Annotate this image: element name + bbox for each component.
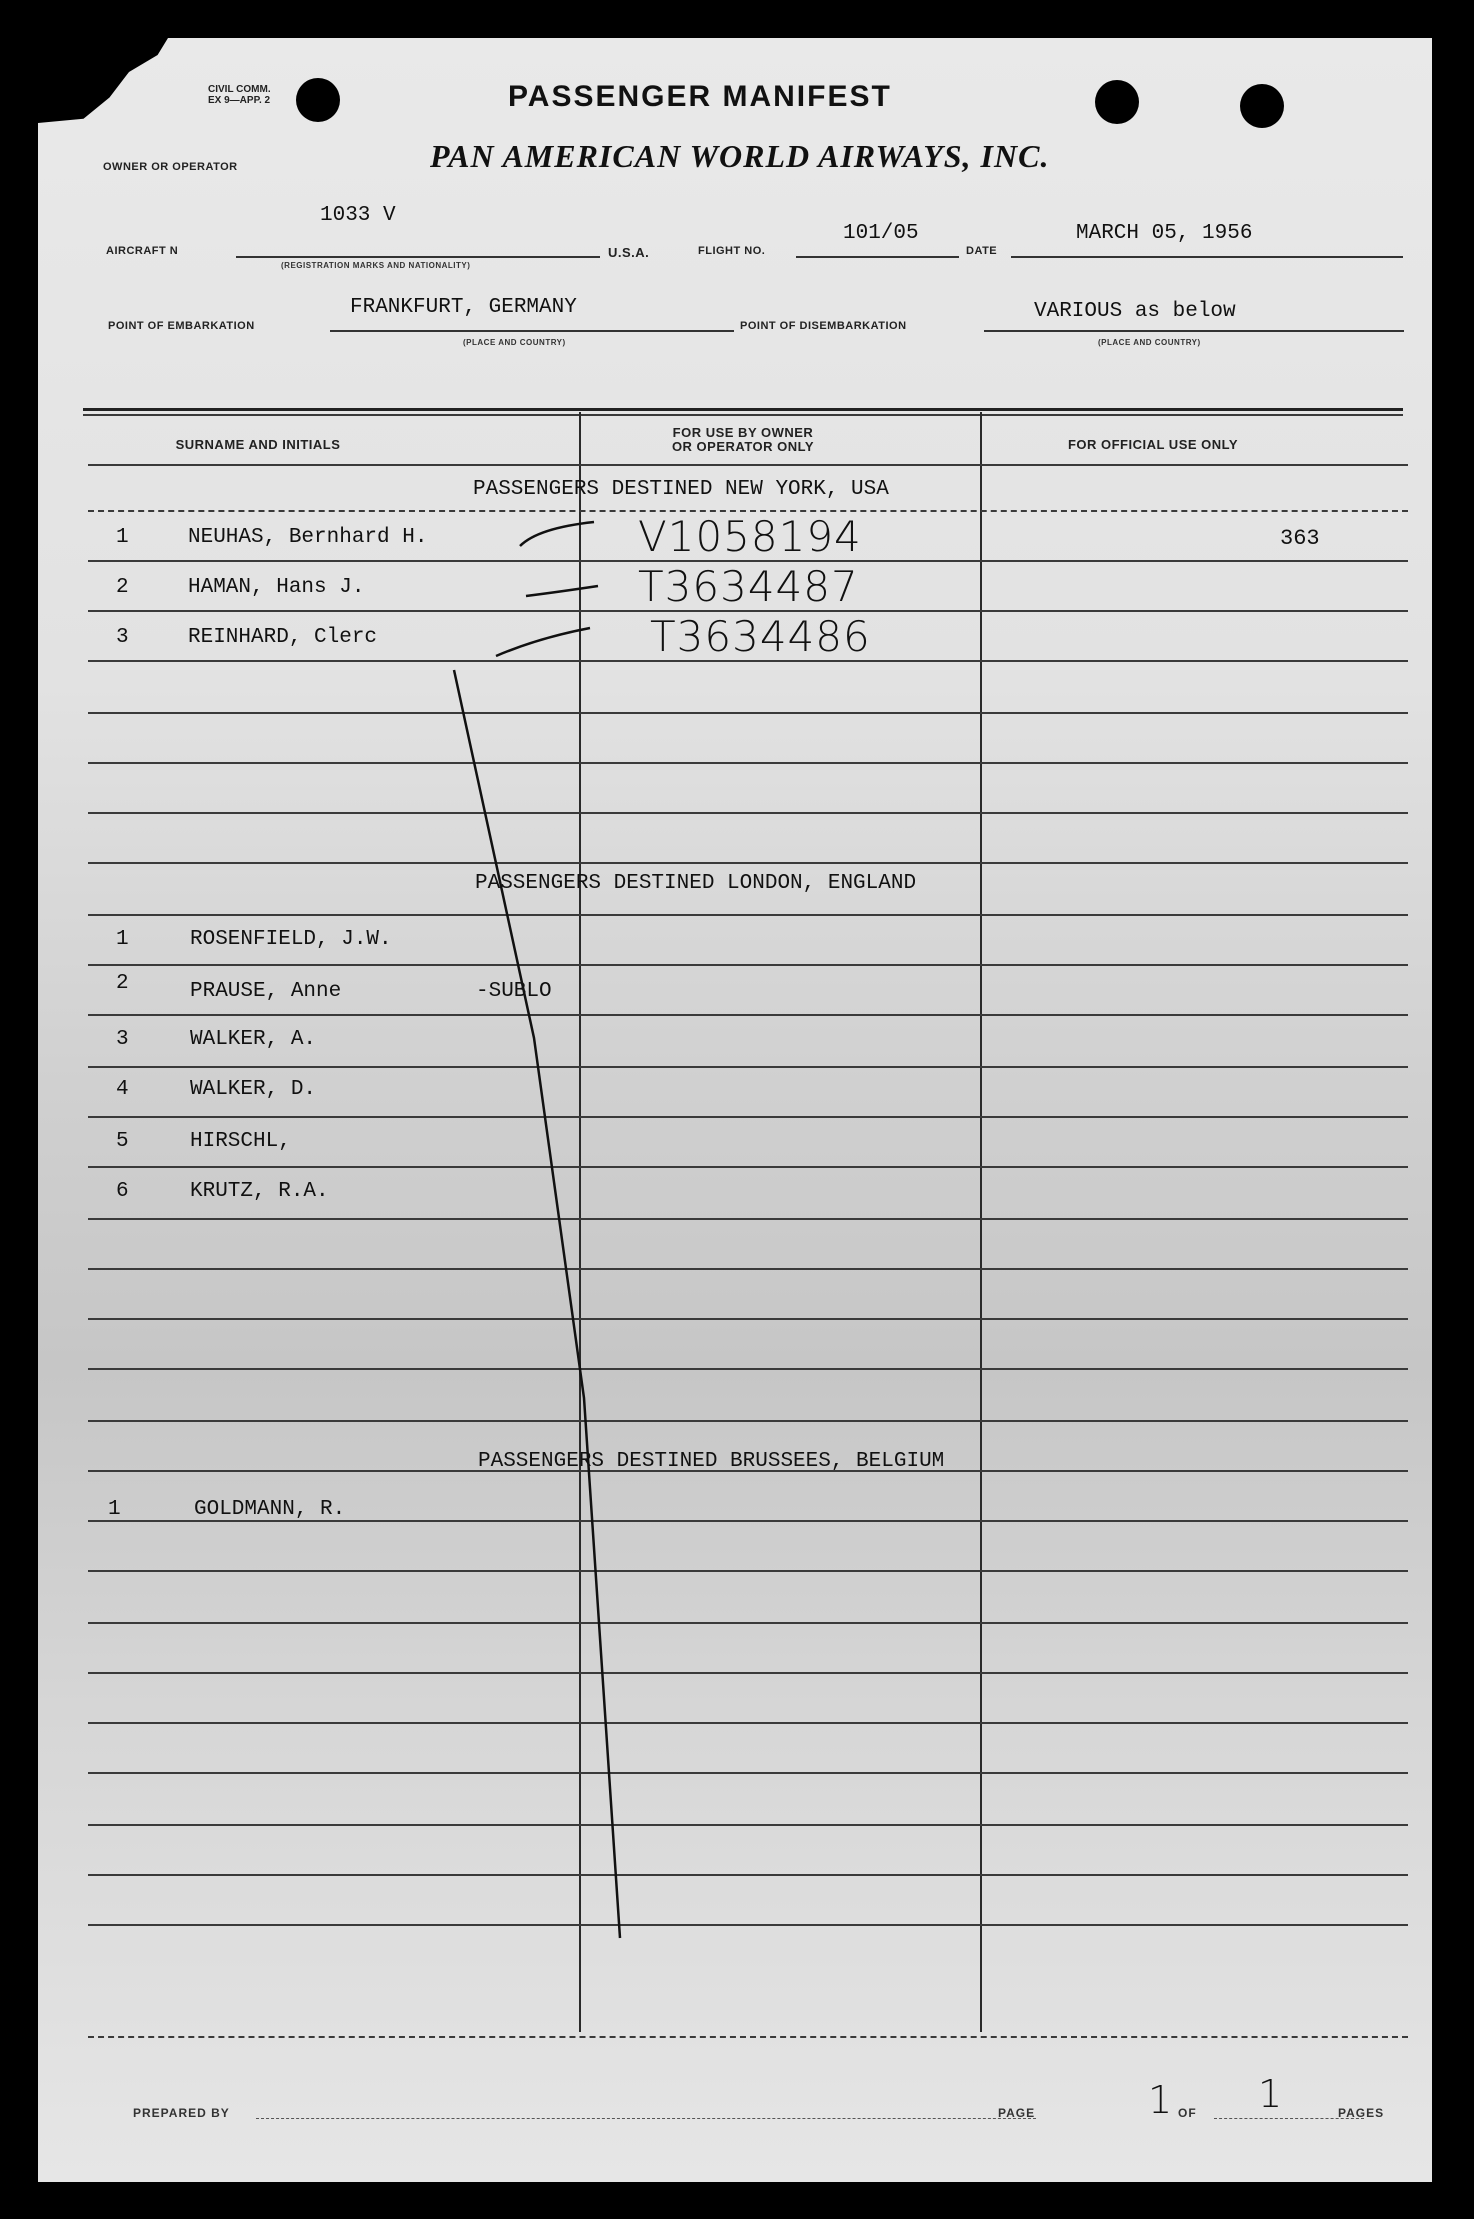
- passenger-name: HIRSCHL,: [190, 1130, 291, 1153]
- embark-label: POINT OF EMBARKATION: [108, 320, 255, 332]
- date-label: DATE: [966, 245, 998, 257]
- column-header-surname: SURNAME AND INITIALS: [175, 437, 341, 452]
- handwritten-passport-number: V1058194: [638, 512, 862, 561]
- registration-sublabel: (REGISTRATION MARKS AND NATIONALITY): [281, 261, 471, 270]
- section-heading: PASSENGERS DESTINED BRUSSEES, BELGIUM: [478, 1450, 945, 1473]
- place-sublabel: (PLACE AND COUNTRY): [1098, 338, 1201, 347]
- section-heading: PASSENGERS DESTINED LONDON, ENGLAND: [475, 872, 917, 895]
- passenger-name: GOLDMANN, R.: [194, 1498, 346, 1521]
- official-number: 363: [1280, 526, 1320, 551]
- of-label: OF: [1178, 2106, 1197, 2120]
- tick-mark: [526, 586, 598, 596]
- handwritten-passport-number: T3634487: [638, 562, 859, 611]
- passenger-name: HAMAN, Hans J.: [188, 576, 365, 599]
- passenger-number: 6: [116, 1180, 129, 1203]
- embark-value: FRANKFURT, GERMANY: [350, 296, 577, 319]
- passenger-number: 2: [116, 576, 129, 599]
- passenger-number: 3: [116, 626, 129, 649]
- prepared-underline: [256, 2118, 1036, 2119]
- flight-label: FLIGHT NO.: [698, 245, 766, 257]
- prepared-label: PREPARED BY: [133, 2106, 230, 2120]
- page-label: PAGE: [998, 2106, 1036, 2120]
- manifest-page: [38, 38, 1432, 2182]
- passenger-number: 5: [116, 1130, 129, 1153]
- passenger-name: PRAUSE, Anne: [190, 980, 342, 1003]
- aircraft-label: AIRCRAFT N: [106, 245, 179, 257]
- page-number: 1: [1148, 2078, 1174, 2122]
- passenger-note: -SUBLO: [476, 980, 552, 1003]
- usa-label: U.S.A.: [608, 245, 650, 260]
- disembark-label: POINT OF DISEMBARKATION: [740, 320, 907, 332]
- tick-mark: [520, 522, 594, 546]
- aircraft-value: 1033 V: [320, 204, 396, 227]
- passenger-number: 1: [108, 1498, 121, 1521]
- flight-value: 101/05: [843, 222, 919, 245]
- passenger-number: 2: [116, 972, 129, 995]
- date-value: MARCH 05, 1956: [1076, 222, 1253, 245]
- section-heading: PASSENGERS DESTINED NEW YORK, USA: [473, 478, 889, 501]
- form-number-line: CIVIL COMM.: [208, 84, 271, 95]
- handwritten-passport-number: T3634486: [650, 612, 871, 661]
- owner-value: PAN AMERICAN WORLD AIRWAYS, INC.: [430, 138, 1050, 174]
- disembark-value: VARIOUS as below: [1034, 300, 1236, 323]
- passenger-number: 4: [116, 1078, 129, 1101]
- tick-mark: [496, 628, 590, 656]
- owner-label: OWNER OR OPERATOR: [103, 161, 238, 173]
- passenger-name: NEUHAS, Bernhard H.: [188, 526, 428, 549]
- passenger-name: ROSENFIELD, J.W.: [190, 928, 392, 951]
- column-header-official: FOR OFFICIAL USE ONLY: [1067, 437, 1239, 452]
- page-title: PASSENGER MANIFEST: [508, 80, 892, 113]
- column-header-owner: FOR USE BY OWNER OR OPERATOR ONLY: [671, 425, 815, 454]
- form-number-line: EX 9—APP. 2: [208, 95, 271, 106]
- pen-marks: [38, 38, 1432, 2182]
- passenger-number: 3: [116, 1028, 129, 1051]
- passenger-number: 1: [116, 526, 129, 549]
- passenger-name: WALKER, D.: [190, 1078, 317, 1101]
- passenger-name: REINHARD, Clerc: [188, 626, 378, 649]
- page-total: 1: [1258, 2072, 1284, 2116]
- passenger-name: KRUTZ, R.A.: [190, 1180, 329, 1203]
- passenger-name: WALKER, A.: [190, 1028, 317, 1051]
- passenger-number: 1: [116, 928, 129, 951]
- place-sublabel: (PLACE AND COUNTRY): [463, 338, 566, 347]
- pages-label: PAGES: [1338, 2106, 1385, 2120]
- long-pen-line: [454, 670, 620, 1938]
